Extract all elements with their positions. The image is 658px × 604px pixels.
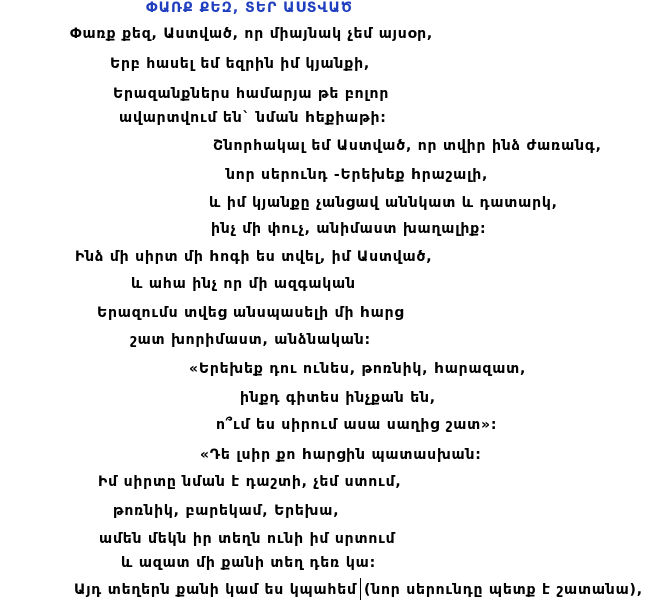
poem-line: Ինձ մի սիրտ մի hոգի ես տվել, իմ Աստված, — [75, 249, 433, 265]
poem-line: «Երեխեք դու ունես, թոռնիկ, hարազատ, — [189, 361, 527, 377]
poem-line: և իմ կյանքը չանցավ աննկատ և դատարկ, — [209, 195, 558, 211]
poem-line: Երբ հասել եմ եզրին իմ կյանքի, — [110, 56, 370, 72]
poem-line: Այդ տեղերն քանի կամ ես կպահեմ — [74, 582, 357, 598]
poem-title: ՓԱՌՔ ՔԵԶ, ՏԵՐ ԱՍՏՎԱԾ — [146, 0, 353, 16]
text-cursor — [360, 578, 361, 600]
poem-line: ո՞ւմ ես սիրում ասա սաղից շատ»: — [216, 417, 498, 433]
poem-line: նոր սերունդ -Երեխեք hրաշալի, — [226, 167, 489, 183]
poem-line: Իմ սիրտը նման է դաշտի, չեմ ստում, — [98, 474, 402, 490]
poem-line: Շնորհակալ եմ Աստված, որ տվիր ինձ ժառանգ, — [213, 138, 602, 154]
poem-line: թոռնիկ, բարեկամ, Երեխա, — [113, 503, 340, 519]
poem-line: ինչ մի փուչ, անիմաստ խաղալիք: — [211, 221, 487, 237]
poem-line: շատ խորիմաստ, անձնական: — [130, 332, 371, 348]
poem-line: ավարտվում են` նման hեքիաթի: — [119, 110, 387, 126]
poem-line: Երազումս տվեց անսպասելի մի hարց — [97, 305, 405, 321]
poem-line: և ահա ինչ որ մի ազգական — [131, 276, 356, 292]
poem-line: (նոր սերունդը պետք է շատանա), — [364, 582, 643, 598]
poem-line: «Դե լսիր քո hարցին պատասխան: — [200, 447, 482, 463]
poem-line: ինքդ գիտես ինչքան են, — [240, 390, 436, 406]
poem-line: Երազանքներս համարյա թե բոլոր — [113, 86, 390, 102]
poem-line: Փառք քեզ, Աստված, որ միայնակ չեմ այսօր, — [70, 26, 433, 42]
poem-line: և ազատ մի քանի տեղ դեռ կա: — [121, 555, 376, 571]
poem-line: ամեն մեկն իր տեղն ունի իմ սրտում — [99, 531, 396, 547]
